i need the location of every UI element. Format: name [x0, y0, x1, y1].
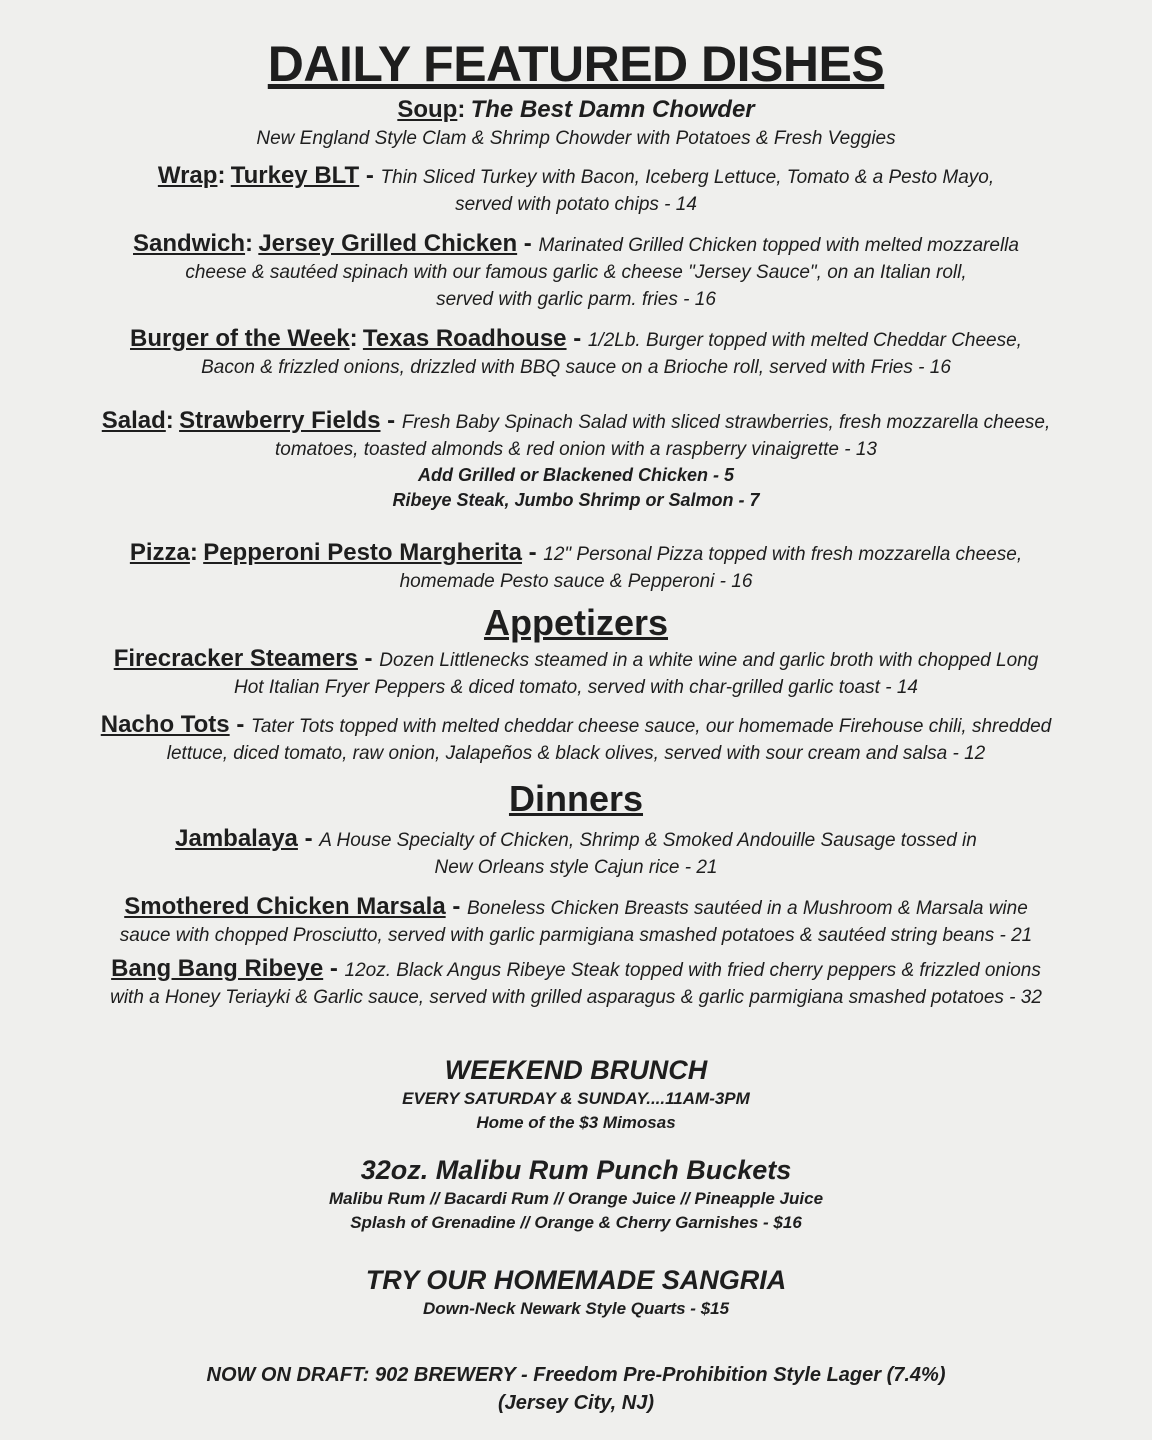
draft-block: [60, 1361, 1092, 1417]
pizza-name: Pepperoni Pesto Margherita: [203, 539, 522, 566]
soup-category: Soup: [397, 96, 458, 123]
punch-heading: 32oz. Malibu Rum Punch Buckets: [360, 1155, 792, 1185]
dinners-heading: Dinners: [508, 778, 644, 819]
burger-category: Burger of the Week: [130, 325, 350, 352]
appetizers-heading: Appetizers: [483, 602, 669, 643]
draft-line: NOW ON DRAFT: 902 BREWERY - Freedom Pre-Prohibition Style Lager (7.4%): [206, 1364, 946, 1386]
brunch-heading: WEEKEND BRUNCH: [444, 1055, 708, 1085]
wrap-name: Turkey BLT: [230, 162, 360, 189]
appetizer-name: Nacho Tots: [100, 711, 230, 738]
brunch-hours: EVERY SATURDAY & SUNDAY....11AM-3PM: [402, 1089, 750, 1108]
appetizer-item: Nacho Tots - Tater Tots topped with melted cheddar cheese sauce, our homemade Firehouse chili, shredded lettuce, diced tomato, raw onion, Jalapeños & black olives, served with sour cream and salsa - 12: [100, 711, 1052, 764]
pizza-item: Pizza: Pepperoni Pesto Margherita - 12" Personal Pizza topped with fresh mozzarella cheese, homemade Pesto sauce & Pepperoni - 16: [129, 539, 1023, 592]
salad-name: Strawberry Fields: [179, 407, 381, 434]
sangria-block: TRY OUR HOMEMADE SANGRIA Down-Neck Newark Style Quarts - $15: [60, 1263, 1092, 1321]
soup-name: The Best Damn Chowder: [470, 96, 755, 123]
salad-addon-protein: Ribeye Steak, Jumbo Shrimp or Salmon - 7: [392, 490, 760, 510]
salad-item: Salad: Strawberry Fields - Fresh Baby Spinach Salad with sliced strawberries, fresh mozzarella cheese, tomatoes, toasted almonds & red onion with a raspberry vinaigrette - 13 Add Grilled or Blackened Chicken - 5 Ribeye Steak, Jumbo Shrimp or Salmon - 7: [60, 407, 1092, 513]
sangria-heading: TRY OUR HOMEMADE SANGRIA: [365, 1265, 787, 1295]
burger-item: Burger of the Week: Texas Roadhouse - 1/2Lb. Burger topped with melted Cheddar Cheese, Bacon & frizzled onions, drizzled with BBQ sauce on a Brioche roll, served with Fries - 16: [130, 325, 1022, 378]
salad-category: Salad: [101, 407, 166, 434]
dinner-name: Jambalaya: [175, 825, 298, 852]
brunch-mimosas: Home of the $3 Mimosas: [476, 1113, 676, 1132]
sandwich-name: Jersey Grilled Chicken: [258, 230, 518, 257]
soup-desc: New England Style Clam & Shrimp Chowder with Potatoes & Fresh Veggies: [256, 128, 896, 149]
dinner-item: Smothered Chicken Marsala - Boneless Chicken Breasts sautéed in a Mushroom & Marsala wine sauce with chopped Prosciutto, served with garlic parmigiana smashed potatoes & sautéed string beans - 21: [119, 893, 1033, 946]
soup-item: Soup: The Best Damn Chowder New England Style Clam & Shrimp Chowder with Potatoes & Fresh Veggies: [60, 96, 1092, 152]
sandwich-category: Sandwich: [133, 230, 246, 257]
burger-name: Texas Roadhouse: [362, 325, 567, 352]
page-title: DAILY FEATURED DISHES: [267, 36, 885, 92]
wrap-item: Wrap: Turkey BLT - Thin Sliced Turkey with Bacon, Iceberg Lettuce, Tomato & a Pesto Mayo, served with potato chips - 14: [157, 162, 995, 215]
dinner-name: Smothered Chicken Marsala: [124, 893, 446, 920]
dinner-item: Bang Bang Ribeye - 12oz. Black Angus Ribeye Steak topped with fried cherry peppers & frizzled onions with a Honey Teriayki & Garlic sauce, served with grilled asparagus & garlic parmigiana smashed potatoes - 32: [110, 955, 1042, 1008]
sandwich-item: Sandwich: Jersey Grilled Chicken - Marinated Grilled Chicken topped with melted mozzarella cheese & sautéed spinach with our famous garlic & cheese "Jersey Sauce", on an Italian roll, served with garlic parm. fries - 16: [133, 230, 1019, 310]
pizza-category: Pizza: [129, 539, 190, 566]
dinner-name: Bang Bang Ribeye: [111, 955, 324, 982]
appetizer-name: Firecracker Steamers: [113, 645, 358, 672]
salad-addon-chicken: Add Grilled or Blackened Chicken - 5: [417, 465, 735, 485]
punch-block: 32oz. Malibu Rum Punch Buckets Malibu Rum // Bacardi Rum // Orange Juice // Pineapple Juice Splash of Grenadine // Orange & Cherry Garnishes - $16: [60, 1153, 1092, 1235]
brunch-block: [60, 1053, 1092, 1135]
dinner-item: Jambalaya - A House Specialty of Chicken, Shrimp & Smoked Andouille Sausage tossed in New Orleans style Cajun rice - 21: [175, 825, 977, 878]
draft-location: (Jersey City, NJ): [498, 1392, 654, 1414]
wrap-category: Wrap: [157, 162, 218, 189]
appetizer-item: Firecracker Steamers - Dozen Littlenecks steamed in a white wine and garlic broth with chopped Long Hot Italian Fryer Peppers & diced tomato, served with char-grilled garlic toast - 14: [113, 645, 1039, 698]
